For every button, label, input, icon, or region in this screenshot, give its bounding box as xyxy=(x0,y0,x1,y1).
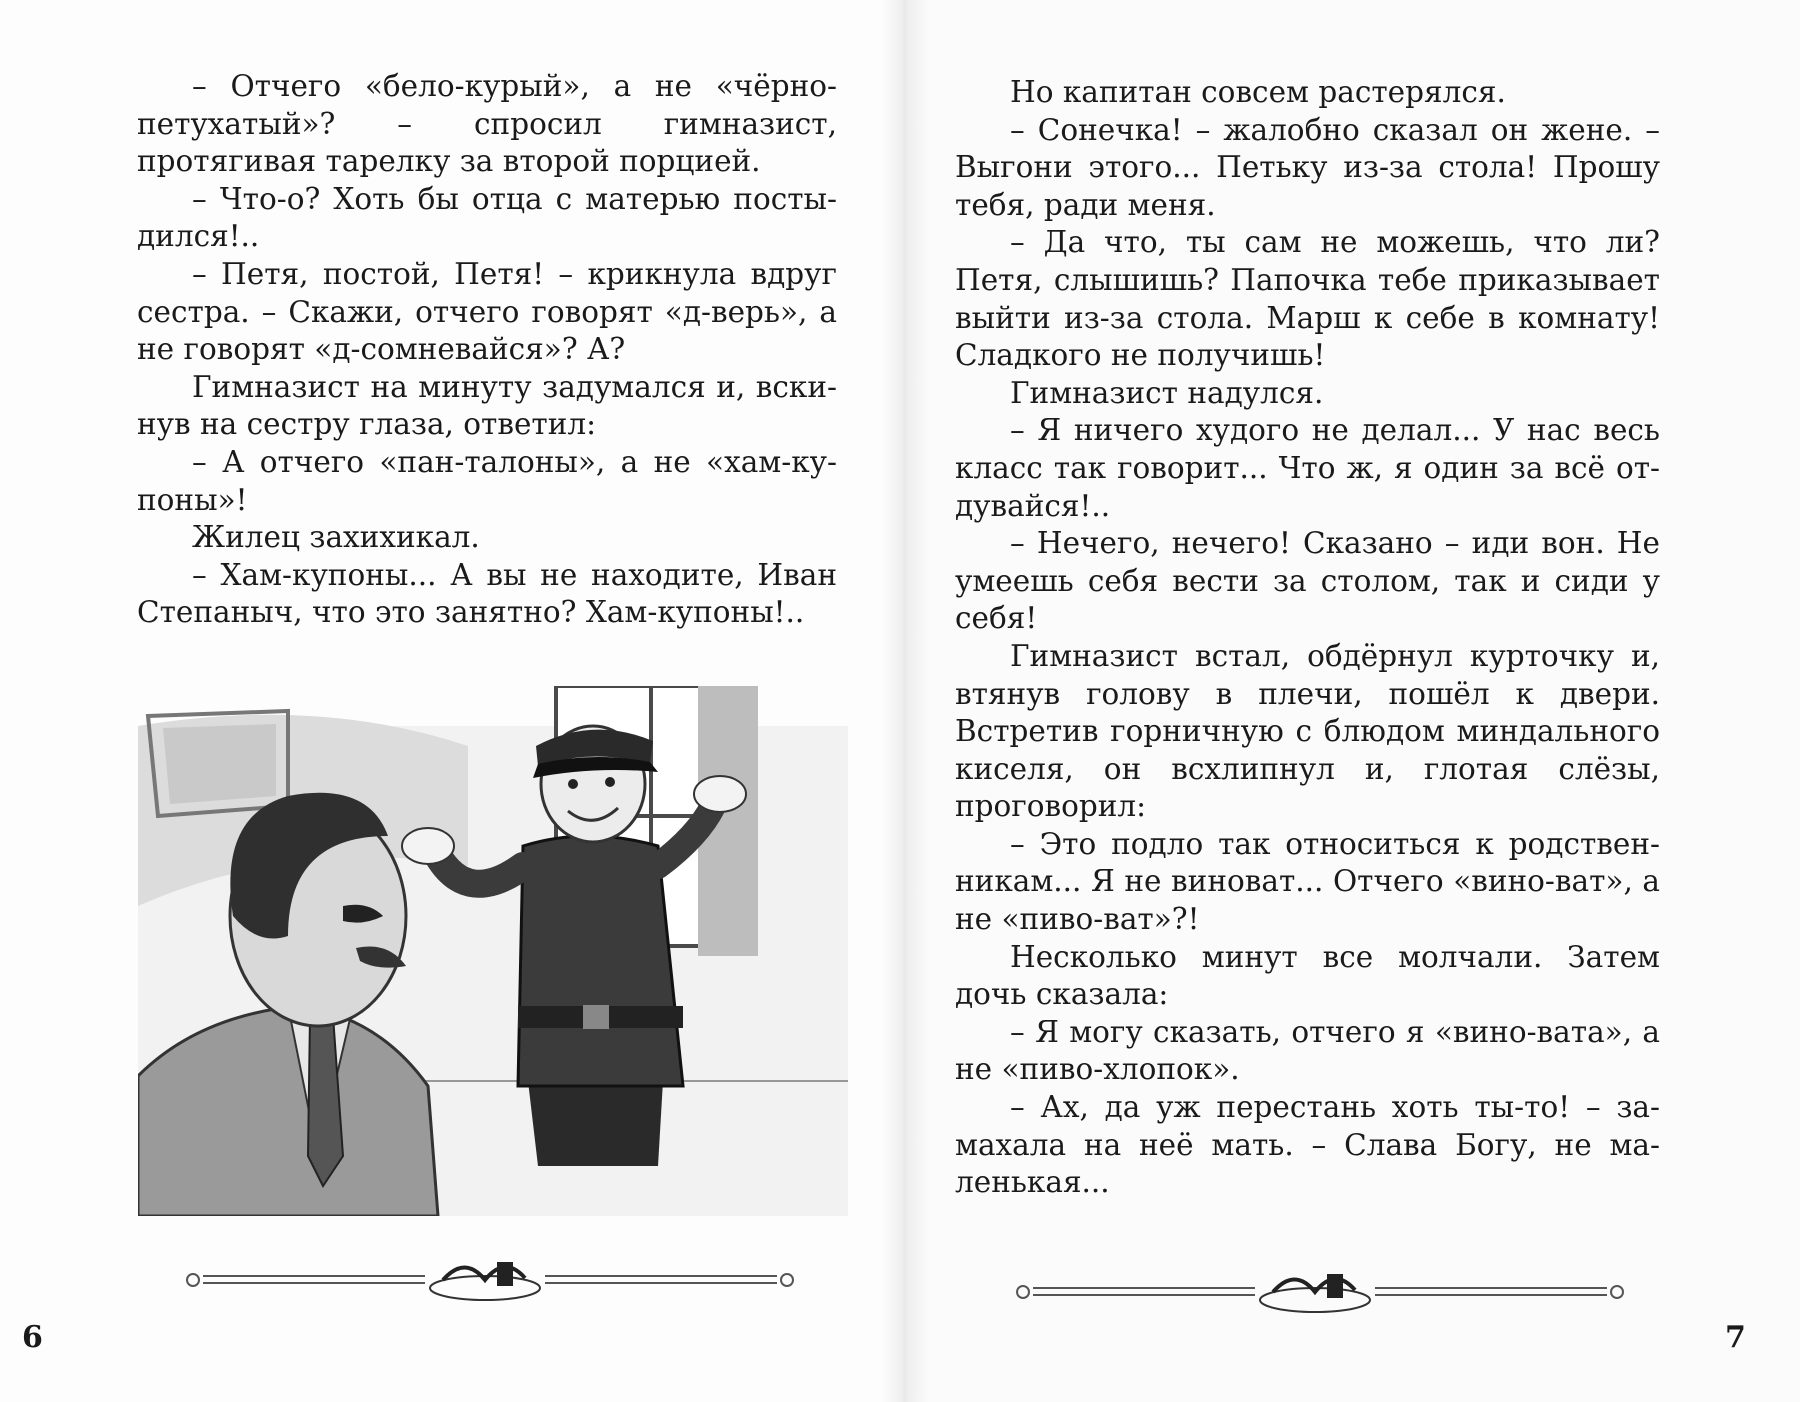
right-page-text xyxy=(955,74,1660,1202)
page-number: 7 xyxy=(1725,1320,1746,1355)
paragraph: – Отчего «бело-курый», а не «чёрно-петухатый»? – спросил гимназист, протягивая тарелку за второй порцией. xyxy=(137,69,837,179)
ornament-divider-ab xyxy=(185,1250,795,1310)
paragraph: – Что-о? Хоть бы отца с матерью постыдился!.. xyxy=(137,181,837,254)
paragraph: – Я ничего худого не делал... У нас весь класс так говорит... Что ж, я один за всё отдувайся!.. xyxy=(955,413,1660,523)
right-page xyxy=(905,0,1800,1402)
book-gutter xyxy=(880,0,930,1402)
paragraph: – Хам-купоны... А вы не находите, Иван Степаныч, что это занятно? Хам-купоны!.. xyxy=(137,557,837,630)
paragraph: Жилец захихикал. xyxy=(192,520,480,555)
paragraph: Гимназист надулся. xyxy=(1010,375,1324,410)
paragraph: – Нечего, нечего! Сказано – иди вон. Не умеешь себя вести за столом, так и сиди у себя! xyxy=(955,526,1660,636)
page-number: 6 xyxy=(22,1320,43,1355)
paragraph: – Ах, да уж перестань хоть ты-то! – замахала на неё мать. – Слава Богу, не маленькая... xyxy=(955,1090,1660,1200)
paragraph: – Я могу сказать, отчего я «вино-вата», а не «пиво-хлопок». xyxy=(955,1014,1660,1087)
paragraph: Несколько минут все молчали. Затем дочь сказала: xyxy=(955,939,1660,1012)
paragraph: – Это подло так относиться к родственникам... Я не виноват... Отчего «вино-ват», а не «пиво-ват»?! xyxy=(955,826,1660,937)
paragraph: – Сонечка! – жалобно сказал он жене. – Выгони этого... Петьку из-за стола! Прошу тебя, ради меня. xyxy=(955,112,1660,222)
paragraph: Гимназист на минуту задумался и, вскинув на сестру глаза, ответил: xyxy=(137,369,837,442)
paragraph: Гимназист встал, обдёрнул курточку и, втянув голову в плечи, пошёл к двери. Встретив горничную с блюдом миндального киселя, он всхлипнул и, глотая слёзы, проговорил: xyxy=(955,638,1660,824)
paragraph: – Да что, ты сам не можешь, что ли? Петя, слышишь? Папочка тебе приказывает выйти из-за стола. Марш к себе в комнату! Сладкого не получишь! xyxy=(955,225,1660,373)
left-page-text xyxy=(137,68,837,632)
paragraph: – Петя, постой, Петя! – крикнула вдруг сестра. – Скажи, отчего говорят «д-верь», а не говорят «д-сомневайся»? А? xyxy=(137,256,837,367)
ornament-divider-ab xyxy=(1015,1262,1625,1322)
paragraph: – А отчего «пан-талоны», а не «хам-купоны»! xyxy=(137,444,837,517)
paragraph: Но капитан совсем растерялся. xyxy=(1010,75,1506,109)
illustration-man-and-schoolboy xyxy=(138,686,848,1216)
